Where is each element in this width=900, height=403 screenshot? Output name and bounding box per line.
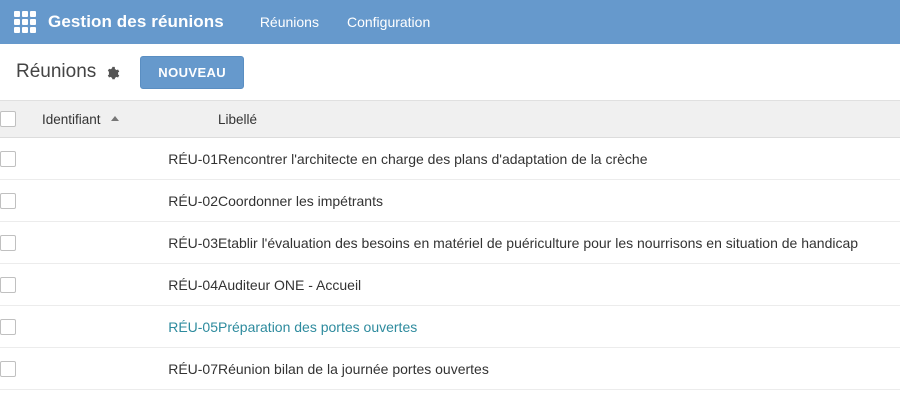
nav-link-configuration[interactable]: Configuration	[346, 14, 431, 30]
column-header-identifiant[interactable]	[42, 101, 218, 138]
row-libelle[interactable]: Réunion bilan de la journée portes ouvertes	[218, 348, 900, 390]
top-navbar	[0, 0, 900, 44]
table-row[interactable]	[0, 306, 900, 348]
column-header-identifiant-label: Identifiant	[42, 111, 101, 127]
row-identifiant: RÉU-05	[42, 306, 218, 348]
table-row[interactable]	[0, 222, 900, 264]
page-header	[0, 44, 900, 100]
table-row[interactable]	[0, 348, 900, 390]
row-checkbox-cell	[0, 138, 42, 180]
row-libelle[interactable]: Etablir l'évaluation des besoins en matériel de puériculture pour les nourrisons en situation de handicap	[218, 222, 900, 264]
select-all-header	[0, 101, 42, 138]
row-libelle[interactable]: Auditeur ONE - Accueil	[218, 264, 900, 306]
reunions-table-container	[0, 100, 900, 390]
row-identifiant: RÉU-07	[42, 348, 218, 390]
row-libelle[interactable]: Rencontrer l'architecte en charge des plans d'adaptation de la crèche	[218, 138, 900, 180]
row-identifiant: RÉU-01	[42, 138, 218, 180]
app-title: Gestion des réunions	[48, 12, 224, 31]
table-header	[0, 101, 900, 138]
reunions-table	[0, 100, 900, 390]
row-identifiant: RÉU-02	[42, 180, 218, 222]
column-header-libelle-label: Libellé	[218, 111, 258, 127]
column-header-libelle[interactable]	[218, 101, 900, 138]
row-libelle[interactable]: Préparation des portes ouvertes	[218, 306, 900, 348]
row-checkbox-cell	[0, 264, 42, 306]
row-checkbox[interactable]	[0, 235, 16, 251]
select-all-checkbox[interactable]	[0, 111, 16, 127]
row-checkbox[interactable]	[0, 319, 16, 335]
row-checkbox-cell	[0, 348, 42, 390]
caret-up-icon	[111, 116, 119, 121]
table-row[interactable]	[0, 180, 900, 222]
table-body	[0, 138, 900, 390]
new-button[interactable]: NOUVEAU	[140, 56, 244, 89]
table-row[interactable]	[0, 138, 900, 180]
row-identifiant: RÉU-03	[42, 222, 218, 264]
row-libelle[interactable]: Coordonner les impétrants	[218, 180, 900, 222]
table-header-row	[0, 101, 900, 138]
row-checkbox[interactable]	[0, 277, 16, 293]
grid-apps-icon[interactable]	[14, 11, 36, 33]
row-identifiant: RÉU-04	[42, 264, 218, 306]
row-checkbox-cell	[0, 180, 42, 222]
table-row[interactable]	[0, 264, 900, 306]
row-checkbox[interactable]	[0, 361, 16, 377]
row-checkbox[interactable]	[0, 193, 16, 209]
gear-icon[interactable]	[105, 66, 120, 81]
nav-link-reunions[interactable]: Réunions	[259, 14, 319, 30]
page-title: Réunions	[16, 61, 97, 82]
nav-links	[246, 0, 444, 44]
row-checkbox[interactable]	[0, 151, 16, 167]
row-checkbox-cell	[0, 222, 42, 264]
row-checkbox-cell	[0, 306, 42, 348]
